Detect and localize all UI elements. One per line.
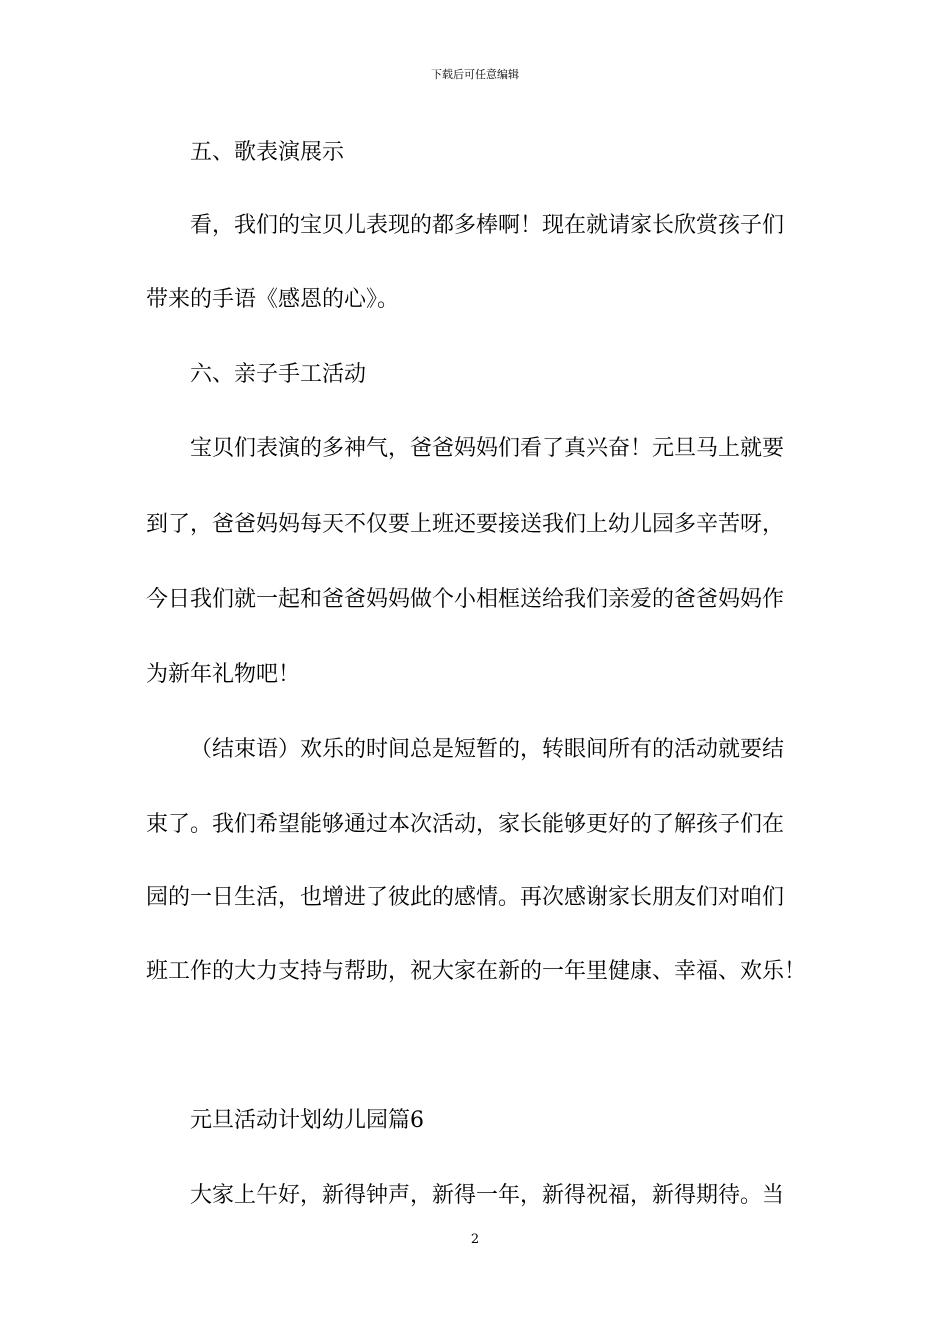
paragraph-line: 班工作的大力支持与帮助，祝大家在新的一年里健康、幸福、欢乐！ — [146, 959, 807, 984]
paragraph-line: 为新年礼物吧！ — [146, 662, 301, 687]
paragraph-line: 今日我们就一起和爸爸妈妈做个小相框送给我们亲爱的爸爸妈妈作 — [146, 587, 785, 612]
section-heading-song-performance: 五、歌表演展示 — [190, 140, 345, 165]
paragraph-line: 宝贝们表演的多神气，爸爸妈妈们看了真兴奋！元旦马上就要 — [190, 436, 785, 461]
paragraph-line: 带来的手语《感恩的心》。 — [146, 287, 400, 312]
paragraph-line: （结束语）欢乐的时间总是短暂的，转眼间所有的活动就要结 — [190, 737, 785, 762]
paragraph-line: 束了。我们希望能够通过本次活动，家长能够更好的了解孩子们在 — [146, 812, 785, 837]
paragraph-line: 大家上午好，新得钟声，新得一年，新得祝福，新得期待。当 — [190, 1183, 785, 1208]
paragraph-line: 看，我们的宝贝儿表现的都多棒啊！现在就请家长欣赏孩子们 — [190, 213, 785, 238]
section-heading-parent-child-craft: 六、亲子手工活动 — [190, 362, 367, 387]
paragraph-line: 到了，爸爸妈妈每天不仅要上班还要接送我们上幼儿园多辛苦呀， — [146, 512, 785, 537]
header-note: 下载后可任意编辑 — [431, 68, 519, 81]
page-number: 2 — [470, 1232, 480, 1247]
paragraph-line: 园的一日生活，也增进了彼此的感情。再次感谢家长朋友们对咱们 — [146, 885, 785, 910]
article-title: 元旦活动计划幼儿园篇6 — [190, 1108, 424, 1133]
